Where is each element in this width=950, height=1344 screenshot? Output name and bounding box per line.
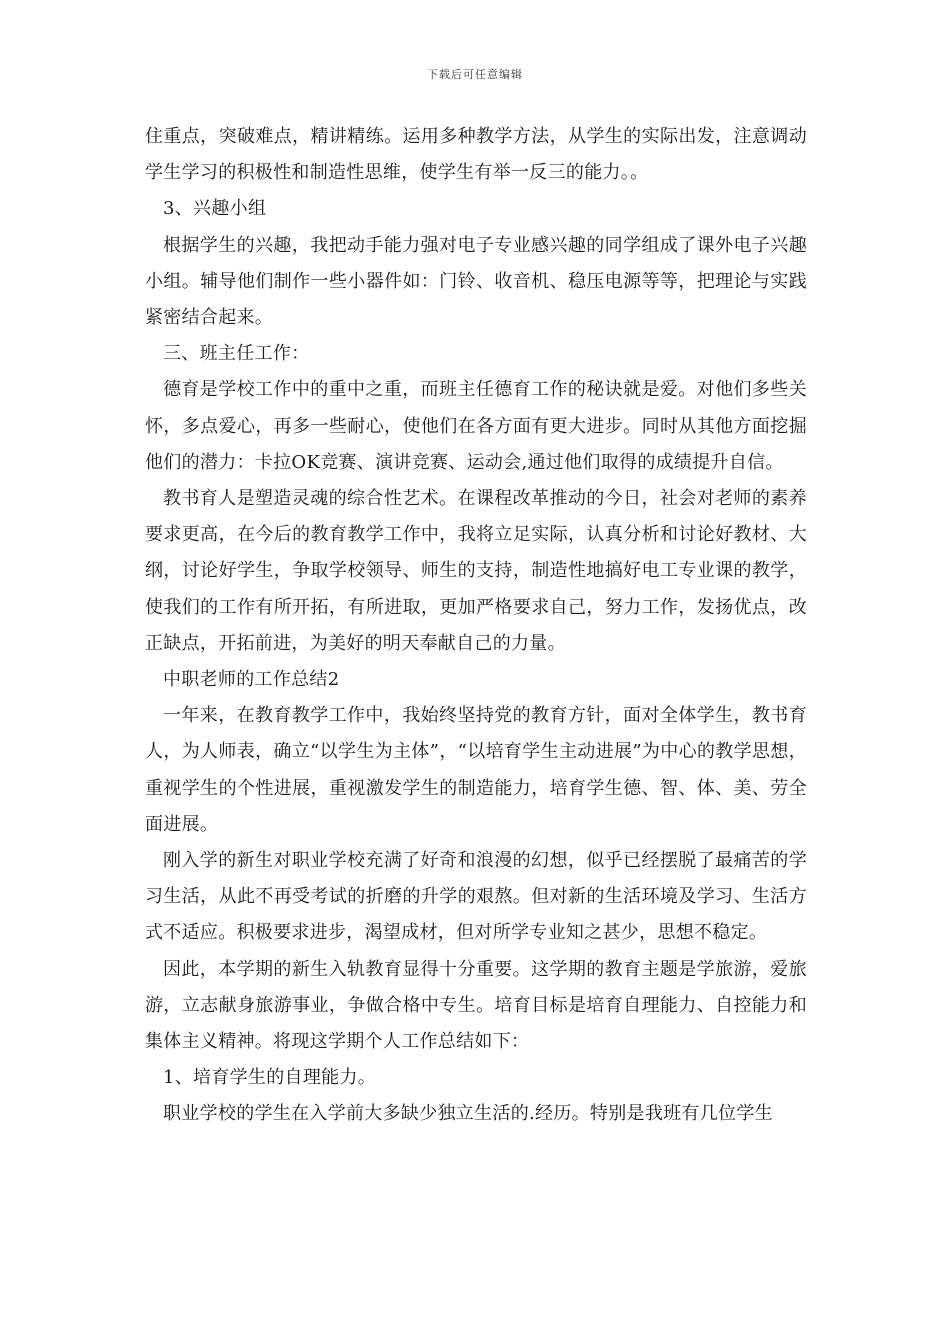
paragraph: 一年来，在教育教学工作中，我始终坚持党的教育方针，面对全体学生，教书育人，为人师表，确立“以学生为主体”，“以培育学生主动进展”为中心的教学思想，重视学生的个性进展，重视激发学生的制造能力，培育学生德、智、体、美、劳全面进展。 (145, 705, 807, 835)
section-title-summary-2: 中职老师的工作总结2 (163, 669, 340, 691)
section-heading-class-teacher: 三、班主任工作： (163, 343, 310, 365)
section-heading-interest-group: 3、兴趣小组 (163, 198, 267, 220)
section-heading-self-care: 1、培育学生的自理能力。 (163, 1067, 377, 1089)
paragraph: 因此，本学期的新生入轨教育显得十分重要。这学期的教育主题是学旅游，爱旅游，立志献身旅游事业，争做合格中专生。培育目标是培育自理能力、自控能力和集体主义精神。将现这学期个人工作总结如下： (145, 958, 807, 1053)
paragraph: 刚入学的新生对职业学校充满了好奇和浪漫的幻想，似乎已经摆脱了最痛苦的学习生活，从此不再受考试的折磨的升学的艰熬。但对新的生活环境及学习、生活方式不适应。积极要求进步，渴望成材，但对所学专业知之甚少，思想不稳定。 (145, 850, 807, 944)
paragraph: 根据学生的兴趣，我把动手能力强对电子专业感兴趣的同学组成了课外电子兴趣小组。辅导他们制作一些小器件如：门铃、收音机、稳压电源等等，把理论与实践紧密结合起来。 (145, 234, 807, 329)
document-body (145, 119, 807, 1133)
paragraph: 职业学校的学生在入学前大多缺少独立生活的.经历。特别是我班有几位学生 (163, 1103, 773, 1125)
paragraph-continuation: 住重点，突破难点，精讲精练。运用多种教学方法，从学生的实际出发，注意调动学生学习的积极性和制造性思维，使学生有举一反三的能力。。 (145, 126, 807, 184)
paragraph: 教书育人是塑造灵魂的综合性艺术。在课程改革推动的今日，社会对老师的素养要求更高，在今后的教育教学工作中，我将立足实际，认真分析和讨论好教材、大纲，讨论好学生，争取学校领导、师生的支持，制造性地搞好电工专业课的教学，使我们的工作有所开拓，有所进取，更加严格要求自己，努力工作，发扬优点，改正缺点，开拓前进，为美好的明天奉献自己的力量。 (145, 488, 807, 654)
paragraph: 德育是学校工作中的重中之重，而班主任德育工作的秘诀就是爱。对他们多些关怀，多点爱心，再多一些耐心，使他们在各方面有更大进步。同时从其他方面挖掘他们的潜力：卡拉OK竞赛、演讲竞赛、运动会,通过他们取得的成绩提升自信。 (145, 379, 807, 473)
page-header: 下载后可任意编辑 (427, 68, 523, 81)
